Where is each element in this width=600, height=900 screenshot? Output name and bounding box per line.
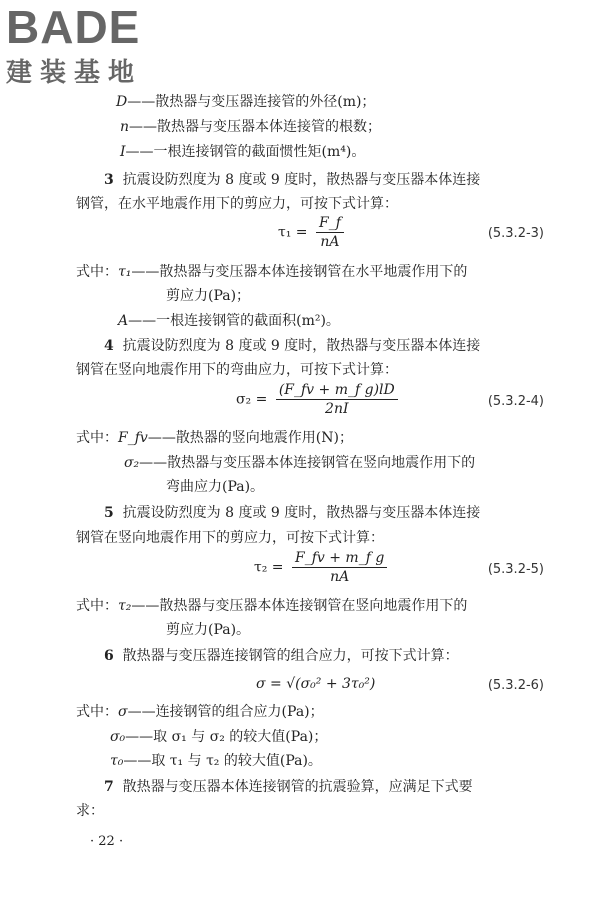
equation-number: (5.3.2-4) — [487, 394, 544, 409]
where-tau2-cont: 剪应力(Pa)。 — [166, 622, 251, 638]
where-Ffv: 式中：F_fv——散热器的竖向地震作用(N)； — [76, 430, 353, 446]
def-n: n——散热器与变压器本体连接管的根数； — [120, 119, 382, 135]
where-tau2: 式中：τ₂——散热器与变压器本体连接钢管在竖向地震作用下的 — [76, 598, 468, 614]
logo-wordmark: BADE — [6, 1, 141, 53]
item-5-line2: 钢管在竖向地震作用下的剪应力，可按下式计算： — [76, 530, 384, 546]
item-3-line2: 钢管，在水平地震作用下的剪应力，可按下式计算： — [76, 196, 398, 212]
item-7-line1: 7 散热器与变压器本体连接钢管的抗震验算，应满足下式要 — [104, 779, 473, 795]
where-sigma: 式中：σ——连接钢管的组合应力(Pa)； — [76, 704, 324, 720]
page-number: · 22 · — [90, 834, 124, 849]
def-I: I——一根连接钢管的截面惯性矩(m⁴)。 — [120, 144, 366, 160]
where-sigma2-cont: 弯曲应力(Pa)。 — [166, 479, 265, 495]
equation-number: (5.3.2-6) — [487, 678, 544, 693]
where-sigma2: σ₂——散热器与变压器本体连接钢管在竖向地震作用下的 — [124, 455, 476, 471]
equation-5-3-2-4: σ₂ = $\frac{\text{(F\_fv + m\_f g)lD}}{2nI}$ — [236, 381, 398, 418]
equation-number: (5.3.2-3) — [487, 226, 544, 241]
logo-subtitle: 建装基地 — [6, 58, 143, 88]
equation-number: (5.3.2-5) — [487, 562, 544, 577]
item-5-line1: 5 抗震设防烈度为 8 度或 9 度时，散热器与变压器本体连接 — [104, 505, 481, 521]
item-7-line2: 求： — [76, 803, 104, 819]
def-D: D——散热器与变压器连接管的外径(m)； — [116, 94, 376, 110]
equation-5-3-2-6: σ = √(σ₀² + 3τ₀²) — [256, 676, 376, 692]
item-4-line1: 4 抗震设防烈度为 8 度或 9 度时，散热器与变压器本体连接 — [104, 338, 481, 354]
where-tau0: τ₀——取 τ₁ 与 τ₂ 的较大值(Pa)。 — [110, 753, 322, 769]
where-sigma0: σ₀——取 σ₁ 与 σ₂ 的较大值(Pa)； — [110, 729, 328, 745]
where-tau1: 式中：τ₁——散热器与变压器本体连接钢管在水平地震作用下的 — [76, 264, 468, 280]
item-4-line2: 钢管在竖向地震作用下的弯曲应力，可按下式计算： — [76, 362, 398, 378]
where-A: A——一根连接钢管的截面积(m²)。 — [118, 313, 340, 329]
item-3-line1: 3 抗震设防烈度为 8 度或 9 度时，散热器与变压器本体连接 — [104, 172, 481, 188]
where-tau1-cont: 剪应力(Pa)； — [166, 288, 251, 304]
equation-5-3-2-3: τ₁ = $\frac{F\_f}{nA}$ — [278, 214, 344, 251]
item-6-line1: 6 散热器与变压器连接钢管的组合应力，可按下式计算： — [104, 648, 459, 664]
equation-5-3-2-5: τ₂ = $\frac{\text{F\_fv + m\_f g}}{nA}$ — [254, 549, 387, 586]
